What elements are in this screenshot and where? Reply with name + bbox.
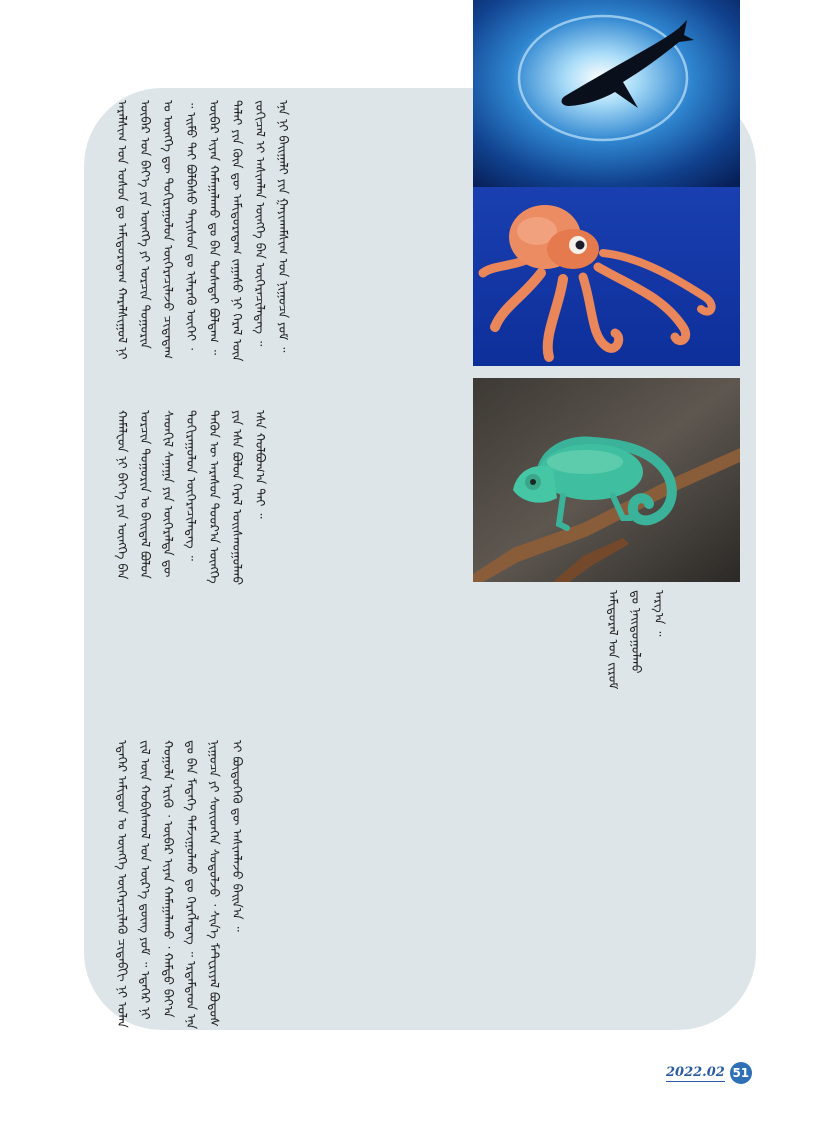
article-column-top bbox=[111, 100, 469, 362]
shark-photo bbox=[473, 0, 740, 187]
article-column-subhead bbox=[602, 590, 748, 698]
page-number-badge: 51 bbox=[730, 1062, 752, 1084]
octopus-photo bbox=[473, 187, 740, 366]
paragraph: ᠡᠳᠡᠭᠡᠷ ᠠᠮᠢᠳᠤᠨ ᠤ ᠥᠩᠭᠡ ᠥᠭᠡᠷᠡᠴᠢᠯᠡᠬᠦ ᠴᠢᠳᠠᠪᠬᠢ ᠨᠢ ᠣᠯᠠᠨ ᠵᠢᠯ ᠦᠨ ᠬᠤᠪᠢᠰᠬᠤᠯ ᠤᠨ ᠦᠷ᠎ᠡ ᠳ᠋ᠦᠩ ᠶᠤᠮ ᠃ ᠡᠳᠡᠭᠡᠷ ᠨᠢ ᠬᠣᠭᠣᠯᠠ ᠡᠷᠢᠬᠦ ᠂ ᠥᠪᠡᠷ ᠢᠶᠡᠨ ᠬᠠᠮᠠᠭᠠᠯᠠᠬᠤ ᠂ ᠬᠠᠮᠲᠤ ᠪᠠᠶ᠎ᠠ ᠳᠤ ᠪᠡᠨ ᠮᠡᠳᠡᠭᠡ ᠳᠠᠮᠵᠢᠭᠤᠯᠬᠤ ᠳᠤ ᠬᠡᠷᠡᠭᠯᠡᠳᠡᠭ ᠃ ᠡᠷᠳᠡᠮᠲᠡᠳ ᠡᠨᠡ ᠨᠢᠭᠤᠴᠠ ᠶᠢ ᠰᠦᠢᠳᠬᠡᠨ ᠰᠣᠳᠤᠯᠵᠤ ᠂ ᠰᠢᠨ᠎ᠡ ᠮᠠᠲ᠋ᠧᠷᠢᠶᠠᠯ ᠪᠣᠳᠤᠰ ᠢ ᠪᠦᠲᠦᠭᠡᠬᠦ ᠳᠦ ᠠᠰᠢᠭᠯᠠᠵᠤ ᠪᠠᠢᠨ᠎ᠠ ᠃ bbox=[115, 740, 245, 1030]
chameleon-photo bbox=[473, 378, 740, 582]
octopus-image bbox=[473, 187, 740, 366]
chameleon-image bbox=[473, 378, 740, 582]
shark-image bbox=[473, 0, 740, 187]
paragraph: ᠠᠮᠢᠳᠤᠷᠠᠯ ᠤᠨ ᠵᠢᠷᠤᠮ ᠳᠤ ᠨᠠᠢᠳᠤᠭᠤᠯᠬᠤ ᠠᠷᠭ᠎ᠠ ᠃ bbox=[606, 590, 667, 690]
paragraph: ᠬᠠᠮᠡᠯᠧᠣᠨ ᠨᠢ ᠪᠡᠶ᠎ᠡ ᠶᠢᠨ ᠥᠩᠭᠡ ᠪᠡᠨ ᠣᠷᠴᠢᠨ ᠲᠣᠭᠣᠷᠢᠨ ᠤ ᠪᠠᠢᠳᠠᠯ ᠪᠣᠯᠤᠨ ᠰᠡᠳᠬᠢᠯ ᠰᠠᠨᠠᠭᠠ ᠶᠢᠨ ᠥᠭᠡᠷᠡᠯᠳᠡ ᠳᠦ ᠲᠣᠬᠢᠷᠠᠭᠤᠯᠤᠨ ᠥᠭᠡᠷᠡᠴᠢᠯᠡᠳᠡᠭ ᠃ ᠲᠡᠭᠦᠨ ᠦ ᠠᠷᠠᠰᠤᠨ ᠳᠣᠣᠷ᠎ᠠ ᠥᠩᠭᠡ ᠶᠢᠨ ᠡᠰᠡ ᠪᠣᠯᠤᠨ ᠭᠡᠷᠡᠯ ᠣᠢᠰᠬᠤᠭᠤᠯᠬᠤ ᠡᠰᠡ ᠬᠣᠯᠪᠣᠭ᠎ᠠ ᠲᠠᠢ ᠃ bbox=[115, 410, 268, 586]
paragraph: ᠠᠷᠠᠯᠰᠢᠭ ᠤᠨ ᠤᠰᠤᠨ ᠳᠤ ᠠᠮᠢᠳᠤᠷᠠᠳᠠᠭ ᠬᠠᠷᠠᠯᠰᠢᠭᠤᠯ ᠨᠢ ᠥᠪᠡᠷ ᠤᠨ ᠪᠡᠶ᠎ᠡ ᠶᠢᠨ ᠥᠩᠭᠡ ᠶᠢ ᠣᠷᠴᠢᠨ ᠲᠣᠭᠣᠷᠢᠨ ᠤ ᠥᠩᠭᠡ ᠳᠦ ᠲᠣᠬᠢᠷᠠᠭᠤᠯᠤᠨ ᠥᠭᠡᠷᠡᠴᠢᠯᠡᠵᠦ ᠴᠢᠳᠠᠳᠠᠭ ᠃ ᠡᠢᠮᠦ ᠲᠡᠢ ᠪᠣᠯᠪᠠᠰᠤ ᠳᠠᠶᠢᠰᠤᠨ ᠳᠤ ᠢᠯᠡᠷᠡᠬᠦ ᠦᠭᠡᠢ ᠂ ᠥᠪᠡᠷ ᠢᠶᠡᠨ ᠬᠠᠮᠠᠭᠠᠯᠠᠬᠤ ᠳᠤ ᠪᠡᠨ ᠲᠤᠰᠠᠲᠠᠢ ᠪᠣᠯᠳᠠᠭ ᠃ ᠳᠠᠯᠠᠢ ᠶᠢᠨ ᠭᠦᠨ ᠳᠦ ᠠᠮᠢᠳᠤᠷᠠᠳᠠᠭ ᠵᠠᠭᠠᠰᠤ ᠨᠢ ᠭᠡᠷᠡᠯ ᠦᠨ ᠵᠣᠬᠢᠴᠠᠯ ᠢ ᠠᠰᠢᠭᠯᠠᠨ ᠥᠩᠭᠡ ᠪᠡᠨ ᠥᠭᠡᠷᠡᠴᠢᠯᠡᠳᠡᠭ ᠃ ᠡᠨᠡ ᠨᠢ ᠪᠠᠢᠭᠠᠯᠢ ᠶᠢᠨ ᠭᠠᠶᠢᠬᠠᠮᠰᠢᠭ ᠤᠨ ᠨᠢᠭᠤᠴᠠ ᠶᠤᠮ ᠃ bbox=[115, 100, 291, 362]
article-column-bottom bbox=[111, 740, 745, 1030]
issue-number: 2022.02 bbox=[666, 1064, 725, 1080]
page-footer bbox=[666, 1062, 752, 1084]
article-column-middle bbox=[111, 410, 469, 586]
